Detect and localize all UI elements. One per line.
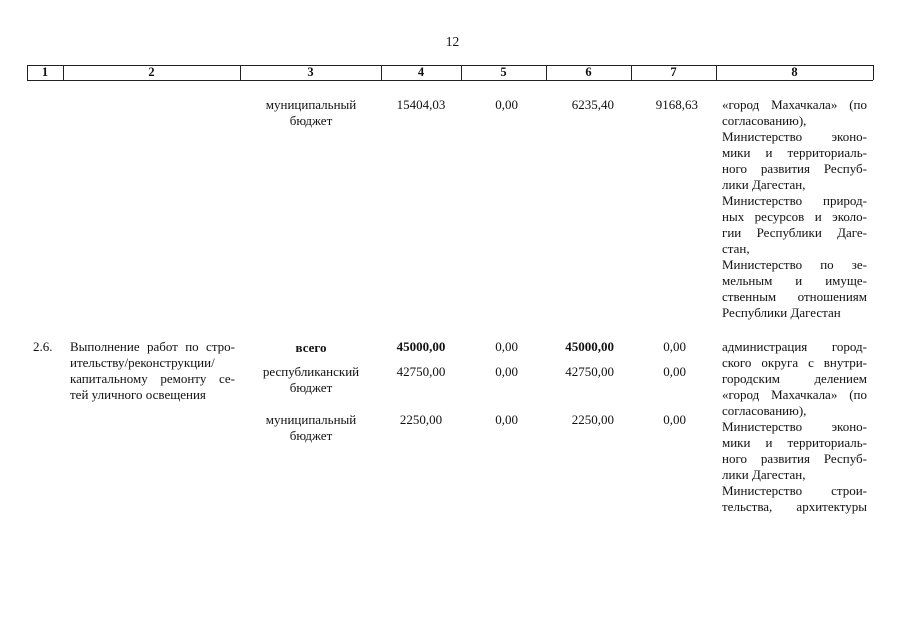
measure-title-line: Выполнение работ по стро- (70, 339, 235, 354)
column-header-3: 3 (307, 65, 314, 79)
column-header-1: 1 (41, 65, 49, 79)
funding-source-text: бюджет (289, 113, 333, 128)
row-number: 2.6. (33, 339, 53, 354)
measure-title-line: тей уличного освещения (70, 387, 206, 402)
executors-line: мики и территориаль- (722, 435, 867, 450)
measure-title (70, 339, 235, 403)
executors-line: администрация город- (722, 339, 867, 354)
executors-line: ственным отношениям (722, 289, 867, 304)
executors-line: «город Махачкала» (по (722, 387, 867, 402)
executors-line: ных ресурсов и эколо- (722, 209, 867, 224)
executors-line: ного развития Респуб- (722, 161, 867, 176)
table-header-bottom-border (27, 80, 873, 81)
executors-line: городским делением (722, 371, 867, 386)
column-header-8: 8 (791, 65, 798, 79)
value-col5: 0,00 (495, 97, 518, 112)
funding-source-text: муниципальный (265, 412, 357, 427)
executors-line: Министерство природ- (722, 193, 867, 208)
column-header-5: 5 (500, 65, 507, 79)
measure-title-line: капитальному ремонту се- (70, 371, 235, 386)
executors-line: Министерство строи- (722, 483, 867, 498)
executors-line: согласованию), (722, 403, 807, 418)
executors-line: Министерство по зе- (722, 257, 867, 272)
executors-list (722, 339, 867, 515)
page-number: 12 (445, 34, 460, 49)
funding-source-republic (244, 364, 378, 396)
republic-col5: 0,00 (495, 364, 518, 379)
value-col7: 9168,63 (655, 97, 698, 112)
executors-line: мельным и имуще- (722, 273, 867, 288)
column-header-2: 2 (148, 65, 155, 79)
republic-col7: 0,00 (663, 364, 686, 379)
executors-line: Министерство эконо- (722, 129, 867, 144)
total-col5: 0,00 (495, 339, 518, 354)
total-col4: 45000,00 (396, 339, 446, 354)
funding-source-total: всего (295, 340, 327, 355)
republic-col6: 42750,00 (565, 364, 614, 379)
executors-line: ского округа с внутри- (722, 355, 867, 370)
funding-source-text: бюджет (289, 428, 333, 443)
executors-line: лики Дагестан, (722, 467, 806, 482)
executors-line: стан, (722, 241, 750, 256)
executors-line: Республики Дагестан (722, 305, 841, 320)
executors-line: Министерство эконо- (722, 419, 867, 434)
column-header-7: 7 (670, 65, 677, 79)
table-border (873, 65, 874, 80)
municipal-col6: 2250,00 (571, 412, 614, 427)
column-header-6: 6 (585, 65, 592, 79)
municipal-col7: 0,00 (663, 412, 686, 427)
municipal-col4: 2250,00 (399, 412, 443, 427)
executors-line: ного развития Респуб- (722, 451, 867, 466)
funding-source-municipal (244, 412, 378, 444)
value-col6: 6235,40 (571, 97, 614, 112)
republic-col4: 42750,00 (396, 364, 446, 379)
column-header-4: 4 (417, 65, 425, 79)
funding-source-municipal (244, 97, 378, 129)
executors-line: согласованию), (722, 113, 807, 128)
funding-source-text: бюджет (289, 380, 333, 395)
executors-line: тельства, архитектуры (722, 499, 867, 514)
total-col7: 0,00 (663, 339, 686, 354)
executors-line: мики и территориаль- (722, 145, 867, 160)
executors-line: гии Республики Даге- (722, 225, 867, 240)
executors-list (722, 97, 867, 321)
executors-line: лики Дагестан, (722, 177, 806, 192)
funding-source-text: муниципальный (265, 97, 357, 112)
measure-title-line: ительству/реконструкции/ (70, 355, 215, 370)
executors-line: «город Махачкала» (по (722, 97, 867, 112)
municipal-col5: 0,00 (495, 412, 518, 427)
value-col4: 15404,03 (396, 97, 446, 112)
total-col6: 45000,00 (565, 339, 614, 354)
funding-source-text: республиканский (262, 364, 360, 379)
